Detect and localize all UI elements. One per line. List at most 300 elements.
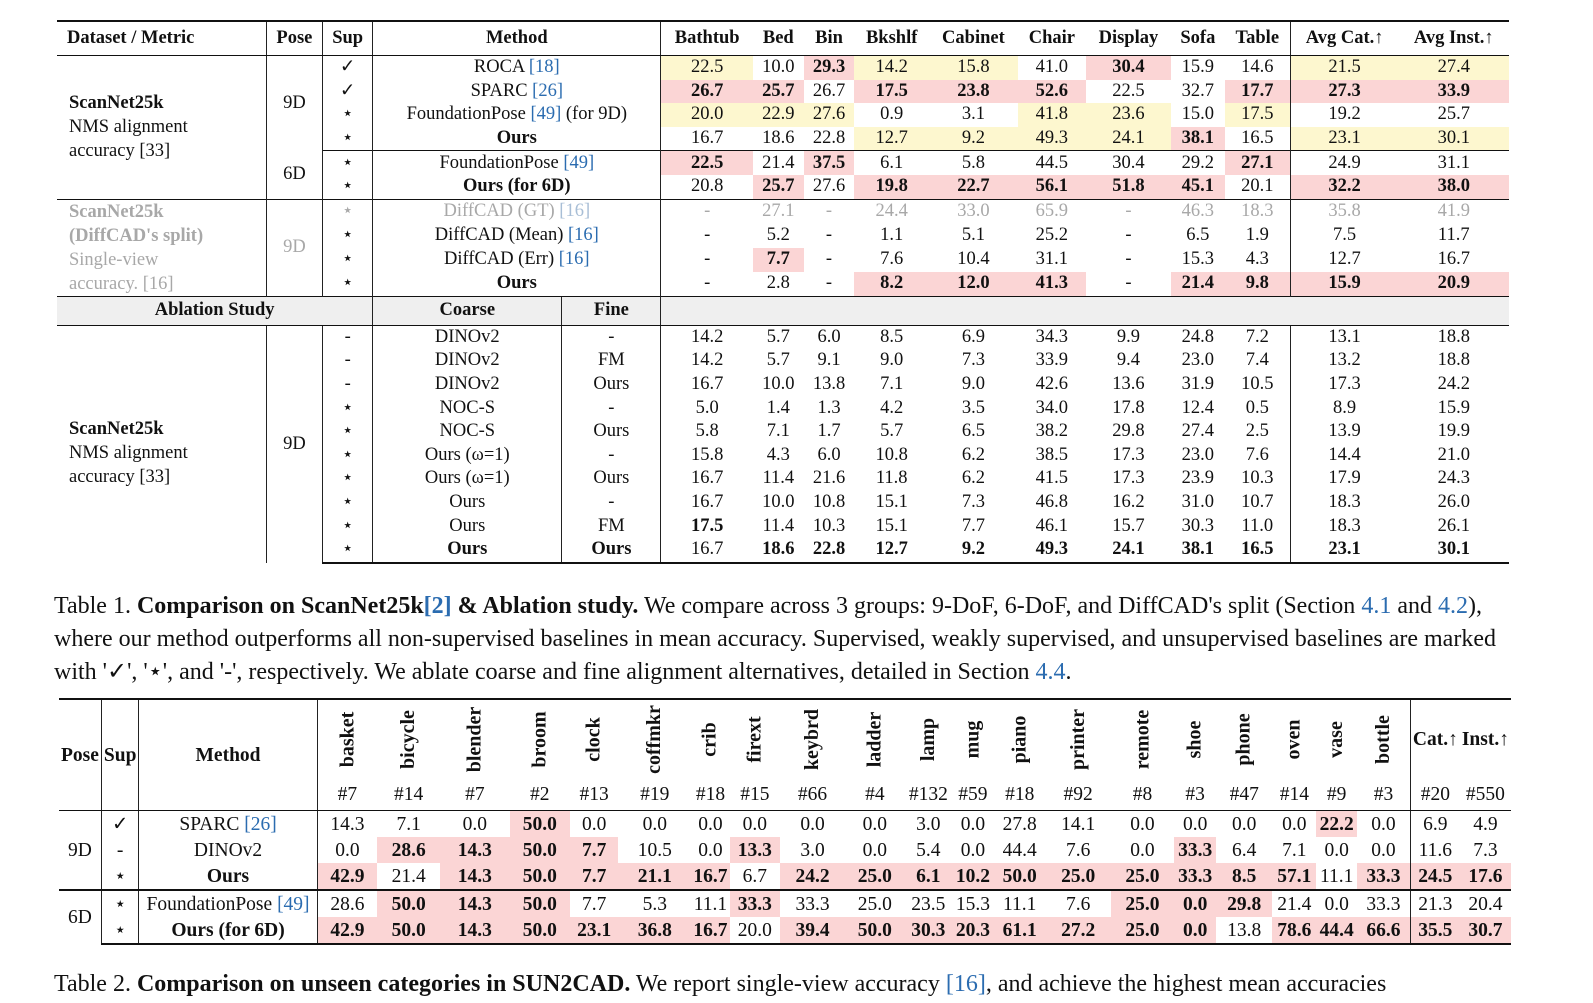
sup-cell: ⋆	[323, 224, 373, 248]
table-2-header	[59, 699, 1511, 811]
value-cell: 30.4	[1086, 56, 1171, 80]
avg-header: Cat.↑	[1410, 699, 1459, 778]
value-cell: 11.6	[1410, 837, 1459, 863]
category-count: #3	[1357, 778, 1410, 811]
value-cell: 33.3	[1357, 890, 1410, 917]
value-cell: 0.0	[1111, 811, 1175, 838]
header-table: Table	[1225, 21, 1290, 56]
value-cell: 25.0	[845, 890, 905, 917]
category-header	[570, 699, 618, 778]
caption2-title: Comparison on unseen categories in SUN2CAD.	[136, 971, 631, 997]
value-cell: 15.8	[690, 444, 724, 465]
value-cell: 1.3	[817, 397, 841, 418]
category-count: #47	[1216, 778, 1272, 811]
value-cell: 7.7	[570, 890, 618, 917]
value-cell: 27.6	[812, 176, 846, 197]
value-cell: 42.9	[317, 917, 377, 944]
method-cell	[139, 890, 317, 917]
value-cell: 6.2	[961, 444, 985, 465]
method-name: FoundationPose	[406, 104, 526, 125]
category-header	[1046, 699, 1111, 778]
value-cell: 33.0	[929, 199, 1018, 224]
value-cell: 19.8	[854, 175, 929, 199]
value-cell: 21.4	[1272, 890, 1316, 917]
value-cell: 0.0	[1324, 839, 1349, 861]
value-cell: 16.2	[1112, 492, 1145, 513]
value-cell: 10.0	[762, 492, 795, 513]
value-cell: 0.0	[1272, 811, 1316, 838]
category-label: broom	[528, 711, 551, 768]
value-cell: 10.5	[1241, 374, 1274, 395]
value-cell: 13.8	[1216, 917, 1272, 944]
value-cell: -	[1125, 225, 1132, 246]
value-cell: 8.5	[880, 326, 904, 347]
value-cell: 0.0	[618, 811, 691, 838]
value-cell: 14.1	[1046, 811, 1111, 838]
category-header	[1316, 699, 1357, 778]
value-cell: 20.0	[730, 917, 780, 944]
value-cell: 38.1	[1171, 538, 1225, 563]
method-cell	[373, 224, 661, 248]
method-name: FoundationPose	[146, 893, 273, 915]
sup-cell: ⋆	[323, 199, 373, 224]
category-count: #19	[618, 778, 691, 811]
pose-cell: 9D	[266, 325, 322, 562]
method-citation[interactable]: [49]	[563, 152, 595, 173]
header-dataset: Dataset / Metric	[57, 21, 266, 56]
value-cell: 15.9	[1290, 272, 1398, 297]
value-cell: 11.4	[762, 515, 795, 536]
value-cell: 15.1	[875, 515, 908, 536]
fine-cell: FM	[562, 514, 661, 538]
pose-cell: 9D	[266, 199, 322, 296]
sup-cell: ⋆	[323, 248, 373, 272]
value-cell: 0.9	[880, 104, 904, 125]
category-count: #3	[1174, 778, 1216, 811]
value-cell: 4.3	[766, 444, 790, 465]
method-citation[interactable]: [49]	[530, 104, 562, 125]
value-cell: 11.1	[691, 890, 729, 917]
value-cell: 0.0	[862, 839, 888, 861]
value-cell: 0.0	[1357, 811, 1410, 838]
value-cell: 3.5	[961, 397, 985, 418]
fine-cell: Ours	[562, 538, 661, 563]
category-header	[994, 699, 1046, 778]
value-cell: 25.7	[1437, 104, 1470, 125]
value-cell: 7.3	[961, 492, 985, 513]
value-cell: 0.0	[440, 811, 510, 838]
value-cell: 30.1	[1399, 538, 1509, 563]
category-header	[317, 699, 377, 778]
value-cell: 35.8	[1290, 199, 1398, 224]
value-cell: 22.7	[929, 175, 1018, 199]
method-cell	[373, 56, 661, 80]
sup-cell: ⋆	[323, 491, 373, 515]
method-citation[interactable]: [18]	[528, 57, 560, 78]
value-cell: 27.1	[753, 199, 804, 224]
pose-cell: 9D	[59, 811, 101, 891]
value-cell: 29.3	[804, 56, 855, 80]
value-cell: 1.7	[817, 421, 841, 442]
category-header	[1216, 699, 1272, 778]
sup-cell: ⋆	[323, 514, 373, 538]
value-cell: 0.0	[698, 839, 723, 861]
value-cell: 49.3	[1018, 538, 1086, 563]
value-cell: 7.3	[1473, 839, 1498, 861]
category-header	[618, 699, 691, 778]
method-citation[interactable]: [26]	[244, 813, 277, 835]
method-name: Ours	[206, 865, 250, 887]
category-count: #4	[845, 778, 905, 811]
value-cell: -	[825, 249, 833, 270]
value-cell: 7.5	[1290, 224, 1398, 248]
value-cell: 9.4	[1116, 350, 1140, 371]
method-suffix: (for 9D)	[565, 104, 628, 125]
value-cell: 27.2	[1046, 917, 1111, 944]
category-count: #14	[1272, 778, 1316, 811]
method-name: Ours	[496, 128, 537, 149]
value-cell: 26.7	[661, 80, 753, 104]
avg-count: #20	[1410, 778, 1459, 811]
value-cell: 42.6	[1035, 374, 1069, 395]
value-cell: 13.9	[1290, 420, 1398, 444]
value-cell: 23.9	[1181, 468, 1215, 489]
table-row	[57, 56, 1509, 80]
value-cell: 14.3	[440, 863, 510, 890]
fine-cell: Ours	[562, 467, 661, 491]
value-cell: 35.5	[1410, 917, 1459, 944]
value-cell: 25.2	[1035, 225, 1069, 246]
value-cell: 28.6	[317, 890, 377, 917]
table-row	[57, 199, 1509, 224]
value-cell: 12.0	[929, 272, 1018, 297]
avg-header: Inst.↑	[1460, 699, 1511, 778]
value-cell: 21.0	[1437, 444, 1470, 465]
pose-cell: 9D	[266, 56, 322, 151]
header-pose: Pose	[266, 21, 322, 56]
value-cell: 11.7	[1437, 225, 1470, 246]
value-cell: 6.7	[742, 865, 767, 887]
method-citation[interactable]: [49]	[277, 893, 310, 915]
method-name: Ours	[496, 273, 537, 294]
method-name: Ours (for 6D)	[463, 176, 571, 197]
value-cell: 8.5	[1216, 863, 1272, 890]
sup-cell: ⋆	[323, 396, 373, 420]
value-cell: 65.9	[1018, 199, 1086, 224]
value-cell: 15.1	[875, 492, 908, 513]
value-cell: 11.8	[875, 468, 908, 489]
value-cell: 14.3	[440, 917, 510, 944]
value-cell: 21.4	[391, 865, 426, 887]
category-label: bottle	[1371, 715, 1394, 764]
value-cell: 7.6	[1245, 444, 1269, 465]
value-cell: 26.1	[1437, 515, 1470, 536]
value-cell: 50.0	[510, 837, 570, 863]
value-cell: 8.2	[854, 272, 929, 297]
sup-cell: ✓	[323, 80, 373, 104]
category-count: #7	[317, 778, 377, 811]
dataset-cell-diffcad	[57, 199, 266, 296]
method-cell	[373, 272, 661, 297]
caption-ref-4-2[interactable]: 4.2	[1437, 593, 1468, 619]
caption-text-d: .	[1065, 659, 1072, 685]
value-cell: 10.3	[812, 515, 846, 536]
value-cell: 10.3	[1241, 468, 1274, 489]
table-1	[57, 20, 1509, 564]
value-cell: 10.5	[637, 839, 672, 861]
value-cell: 15.9	[1171, 56, 1225, 80]
value-cell: 24.5	[1410, 863, 1459, 890]
value-cell: 50.0	[845, 917, 905, 944]
table-2-header-row	[59, 699, 1511, 778]
category-count: #18	[994, 778, 1046, 811]
value-cell: 33.9	[1399, 80, 1509, 104]
value-cell: 38.1	[1171, 127, 1225, 151]
header-sup: Sup	[101, 699, 139, 811]
sup-cell: ⋆	[323, 420, 373, 444]
caption-ref-4-4[interactable]: 4.4	[1035, 659, 1066, 685]
value-cell: 17.8	[1112, 397, 1145, 418]
value-cell: 33.3	[780, 890, 845, 917]
value-cell: 51.8	[1086, 175, 1171, 199]
caption-title-a: Comparison on ScanNet25k	[136, 593, 424, 619]
value-cell: 38.5	[1035, 444, 1069, 465]
category-count: #7	[440, 778, 510, 811]
value-cell: 44.4	[1002, 839, 1037, 861]
value-cell: 13.8	[812, 374, 846, 395]
value-cell: 23.1	[1290, 127, 1398, 151]
value-cell: 14.2	[690, 350, 724, 371]
coarse-cell: NOC-S	[439, 397, 496, 418]
value-cell: 25.0	[1111, 917, 1175, 944]
value-cell: 23.8	[929, 80, 1018, 104]
value-cell: 33.3	[1174, 837, 1216, 863]
value-cell: 7.7	[753, 248, 804, 272]
sup-cell: ⋆	[323, 151, 373, 175]
value-cell: 24.2	[780, 863, 845, 890]
value-cell: 20.0	[661, 103, 753, 127]
value-cell: 31.9	[1181, 374, 1215, 395]
value-cell: -	[825, 273, 833, 294]
value-cell: 5.1	[961, 225, 985, 246]
value-cell: 50.0	[510, 890, 570, 917]
value-cell: 11.1	[994, 890, 1046, 917]
category-label: phone	[1232, 713, 1255, 766]
avg-count: #550	[1460, 778, 1511, 811]
value-cell: 38.0	[1399, 175, 1509, 199]
caption2-text-b: , and achieve the highest mean accuracies	[985, 971, 1387, 997]
value-cell: 20.4	[1460, 890, 1511, 917]
header-sup: Sup	[323, 21, 373, 56]
category-header	[691, 699, 729, 778]
sup-cell: -	[323, 373, 373, 397]
category-count: #2	[510, 778, 570, 811]
method-cell	[373, 103, 661, 127]
value-cell: 5.4	[916, 839, 941, 861]
value-cell: 0.0	[1174, 917, 1216, 944]
value-cell: 46.3	[1171, 199, 1225, 224]
coarse-cell: Ours	[449, 492, 486, 513]
value-cell: 0.0	[1216, 811, 1272, 838]
value-cell: 22.5	[1112, 80, 1145, 101]
method-cell	[139, 863, 317, 890]
method-name: DiffCAD (Err)	[444, 249, 555, 270]
method-citation[interactable]: [26]	[532, 80, 563, 101]
value-cell: 15.8	[929, 56, 1018, 80]
value-cell: 50.0	[377, 890, 440, 917]
value-cell: 46.1	[1035, 515, 1069, 536]
value-cell: 0.5	[1245, 397, 1269, 418]
coarse-cell: DINOv2	[434, 326, 500, 347]
value-cell: 3.0	[905, 811, 952, 838]
value-cell: 50.0	[377, 917, 440, 944]
value-cell: 30.3	[1181, 515, 1215, 536]
header-chair: Chair	[1018, 21, 1086, 56]
value-cell: 6.5	[961, 421, 985, 442]
sup-cell: ⋆	[323, 538, 373, 563]
category-label: printer	[1066, 708, 1089, 771]
value-cell: 17.9	[1290, 467, 1398, 491]
value-cell: 14.2	[854, 56, 929, 80]
method-name: FoundationPose	[439, 152, 559, 173]
value-cell: 44.4	[1316, 917, 1357, 944]
method-citation[interactable]: [16]	[568, 225, 599, 246]
value-cell: 9.0	[880, 350, 904, 371]
value-cell: -	[704, 249, 711, 270]
pose-cell: 6D	[59, 890, 101, 944]
value-cell: 6.1	[905, 863, 952, 890]
table-row	[57, 325, 1509, 349]
method-cell	[139, 811, 317, 838]
value-cell: 0.0	[1130, 839, 1155, 861]
value-cell: 9.8	[1225, 272, 1290, 297]
value-cell: 29.8	[1216, 890, 1272, 917]
value-cell: 16.7	[691, 917, 729, 944]
value-cell: 57.1	[1272, 863, 1316, 890]
value-cell: 12.4	[1181, 397, 1215, 418]
coarse-cell: Ours (ω=1)	[424, 468, 510, 489]
value-cell: 41.8	[1018, 103, 1086, 127]
value-cell: 52.6	[1018, 80, 1086, 104]
method-cell	[373, 151, 661, 175]
value-cell: 11.0	[1241, 515, 1274, 536]
category-label: oven	[1282, 719, 1305, 760]
category-label: keybrd	[801, 708, 824, 771]
value-cell: 12.7	[854, 127, 929, 151]
method-name: ROCA	[473, 57, 525, 78]
value-cell: 4.9	[1460, 811, 1511, 838]
category-count: #13	[570, 778, 618, 811]
value-cell: 17.5	[1225, 103, 1290, 127]
value-cell: 7.4	[1245, 350, 1269, 371]
caption-ref-4-1[interactable]: 4.1	[1361, 593, 1392, 619]
category-label: shoe	[1183, 720, 1206, 759]
value-cell: 25.7	[753, 175, 804, 199]
method-cell	[139, 917, 317, 944]
ablation-header-filler	[661, 296, 1509, 325]
value-cell: 25.0	[1046, 863, 1111, 890]
value-cell: 0.0	[1371, 839, 1396, 861]
header-method: Method	[373, 21, 661, 56]
value-cell: 14.3	[440, 837, 510, 863]
value-cell: -	[1125, 249, 1132, 270]
value-cell: 30.1	[1399, 127, 1509, 151]
method-citation[interactable]: [16]	[558, 249, 590, 270]
value-cell: 14.3	[440, 890, 510, 917]
sup-cell: ⋆	[323, 467, 373, 491]
value-cell: 19.2	[1290, 103, 1398, 127]
value-cell: 16.7	[661, 538, 753, 563]
value-cell: 17.5	[690, 515, 724, 536]
value-cell: 7.2	[1245, 326, 1269, 347]
value-cell: -	[804, 199, 855, 224]
value-cell: 50.0	[510, 917, 570, 944]
category-count: #15	[730, 778, 780, 811]
category-label: clock	[582, 717, 605, 762]
fine-cell: -	[562, 444, 661, 468]
value-cell: 27.3	[1290, 80, 1398, 104]
value-cell: 30.7	[1460, 917, 1511, 944]
value-cell: 5.0	[695, 397, 719, 418]
value-cell: 4.2	[880, 397, 904, 418]
method-name: DiffCAD (Mean)	[434, 225, 564, 246]
ablation-header-row	[57, 296, 1509, 325]
value-cell: 21.6	[812, 468, 846, 489]
method-cell	[373, 127, 661, 151]
value-cell: 1.1	[880, 225, 904, 246]
value-cell: 10.8	[875, 444, 908, 465]
value-cell: 18.8	[1437, 326, 1470, 347]
method-citation[interactable]: [16]	[559, 201, 591, 222]
value-cell: 0.0	[1174, 890, 1216, 917]
value-cell: 18.6	[753, 538, 804, 563]
table-row	[59, 863, 1511, 890]
value-cell: 6.1	[854, 151, 929, 175]
dataset-metric: Single-view accuracy. [16]	[69, 249, 174, 294]
fine-header: Fine	[562, 296, 661, 325]
value-cell: 16.5	[1225, 538, 1290, 563]
value-cell: 16.7	[690, 492, 724, 513]
pose-cell: 6D	[266, 151, 322, 199]
value-cell: 46.8	[1035, 492, 1069, 513]
sup-cell: -	[101, 837, 139, 863]
value-cell: 23.0	[1181, 350, 1215, 371]
value-cell: 0.0	[1316, 890, 1357, 917]
value-cell: 24.3	[1437, 468, 1470, 489]
value-cell: -	[704, 225, 711, 246]
value-cell: 0.0	[730, 811, 780, 838]
value-cell: 45.1	[1171, 175, 1225, 199]
category-header	[510, 699, 570, 778]
value-cell: 24.1	[1086, 538, 1171, 563]
header-bkshlf: Bkshlf	[854, 21, 929, 56]
category-label: ladder	[863, 711, 886, 768]
value-cell: 20.9	[1399, 272, 1509, 297]
value-cell: 22.5	[661, 56, 753, 80]
value-cell: 17.6	[1460, 863, 1511, 890]
value-cell: 10.4	[957, 249, 990, 270]
coarse-cell: DINOv2	[434, 374, 500, 395]
value-cell: 0.0	[845, 811, 905, 838]
caption-cite[interactable]: [2]	[423, 593, 452, 619]
caption2-cite[interactable]: [16]	[945, 971, 986, 997]
value-cell: 44.5	[1018, 151, 1086, 175]
value-cell: 18.8	[1437, 350, 1470, 371]
value-cell: 9.2	[929, 538, 1018, 563]
value-cell: 33.3	[1174, 863, 1216, 890]
table-1-caption	[54, 590, 1534, 689]
value-cell: 9.1	[817, 350, 841, 371]
